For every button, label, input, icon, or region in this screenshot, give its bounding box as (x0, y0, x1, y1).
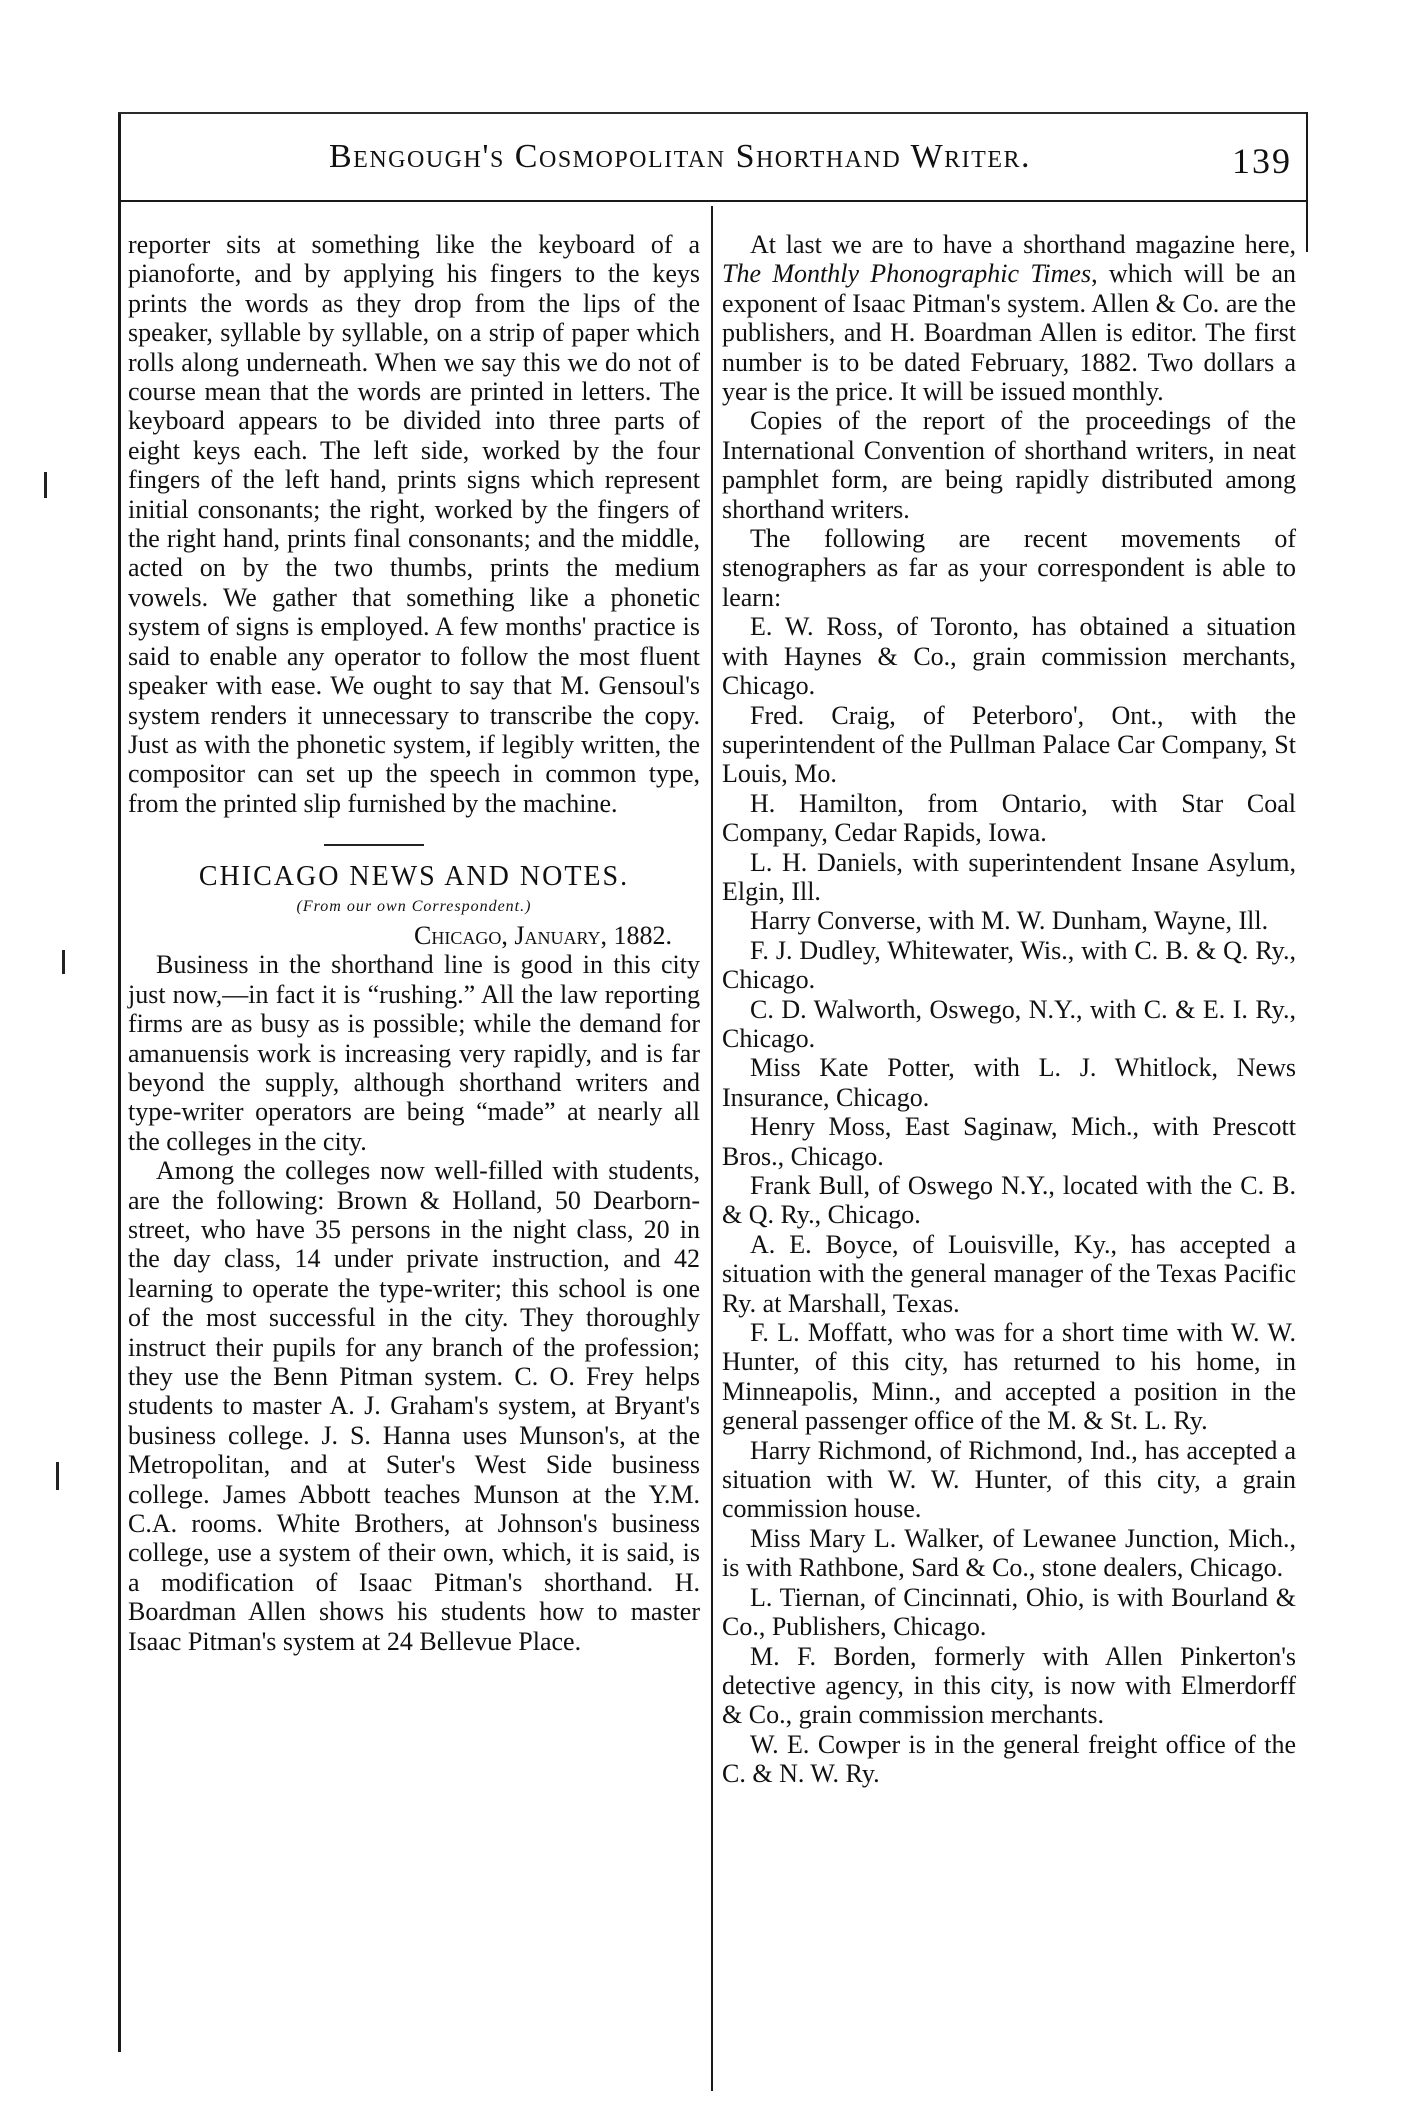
news-item: Miss Mary L. Walker, of Lewanee Junction, Mich., is with Rathbone, Sard & Co., stone dealers, Chicago. (722, 1523, 1296, 1583)
top-border-rule (118, 112, 1308, 114)
paragraph: The following are recent movements of stenographers as far as your correspondent is able to learn: (722, 524, 1296, 612)
header-rule (118, 200, 1308, 202)
text-span: , which will be an exponent of Isaac Pitman's system. Allen & Co. are the publishers, and H. Boardman Allen is editor. The first number is to be dated February, 1882. Two dollars a year is the price. It will be issued monthly. (722, 259, 1296, 407)
news-item: A. E. Boyce, of Louisville, Ky., has accepted a situation with the general manager of the Texas Pacific Ry. at Marshall, Texas. (722, 1229, 1296, 1318)
news-item: L. H. Daniels, with superintendent Insane Asylum, Elgin, Ill. (722, 847, 1296, 906)
section-heading: CHICAGO NEWS AND NOTES. (198, 861, 630, 893)
news-item: Fred. Craig, of Peterboro', Ont., with the superintendent of the Pullman Palace Car Company, St Louis, Mo. (722, 700, 1296, 789)
section-divider (324, 844, 424, 846)
right-border-rule (1306, 112, 1308, 252)
right-column (722, 230, 1296, 1789)
section-subheading: (From our own Correspondent.) (296, 897, 532, 915)
margin-mark (62, 950, 65, 974)
news-item: H. Hamilton, from Ontario, with Star Coal Company, Cedar Rapids, Iowa. (722, 788, 1296, 848)
magazine-title: The Monthly Phonographic Times (722, 259, 1092, 289)
news-item: C. D. Walworth, Oswego, N.Y., with C. & E. I. Ry., Chicago. (722, 994, 1296, 1053)
margin-mark (44, 472, 47, 498)
running-head-title: Bengough's Cosmopolitan Shorthand Writer. (329, 138, 1031, 175)
paragraph: Among the colleges now well-filled with students, are the following: Brown & Holland, 50 Dearborn-street, who have 35 persons in the night class, 20 in the day class, 14 under private instruction, and 42 learning to operate the type-writer; this school is one of the most successful in the city. They thoroughly instruct their pupils for any branch of the profession; they use the Benn Pitman system. C. O. Frey helps students to master A. J. Graham's system, at Bryant's business college. J. S. Hanna uses Munson's, at the Metropolitan, and at Suter's West Side business college. James Abbott teaches Munson at the Y.M. C.A. rooms. White Brothers, at Johnson's business college, use a system of their own, which, it is said, is a modification of Isaac Pitman's shorthand. H. Boardman Allen shows his students how to master Isaac Pitman's system at 24 Bellevue Place. (128, 1156, 700, 1656)
news-item: M. F. Borden, formerly with Allen Pinkerton's detective agency, in this city, is now with Elmerdorff & Co., grain commission merchants. (722, 1641, 1296, 1730)
margin-mark (56, 1462, 59, 1490)
left-border-rule (118, 112, 121, 2052)
news-item: F. L. Moffatt, who was for a short time with W. W. Hunter, of this city, has returned to his home, in Minneapolis, Minn., and accepted a position in the general passenger office of the M. & St. L. Ry. (722, 1318, 1296, 1436)
paragraph (722, 230, 1296, 406)
news-item: Miss Kate Potter, with L. J. Whitlock, News Insurance, Chicago. (722, 1053, 1296, 1112)
news-item: Harry Richmond, of Richmond, Ind., has accepted a situation with W. W. Hunter, of this city, a grain commission house. (722, 1435, 1296, 1524)
news-item: W. E. Cowper is in the general freight office of the C. & N. W. Ry. (722, 1729, 1296, 1789)
column-divider (711, 206, 713, 2091)
dateline: Chicago, January, 1882. (414, 920, 672, 950)
news-item: E. W. Ross, of Toronto, has obtained a situation with Haynes & Co., grain commission merchants, Chicago. (722, 612, 1296, 701)
paragraph: Business in the shorthand line is good in this city just now,—in fact it is “rushing.” All the law reporting firms are as busy as is possible; while the demand for amanuensis work is increasing very rapidly, and is far beyond the supply, although shorthand writers and type-writer operators are being “made” at nearly all the colleges in the city. (128, 950, 700, 1156)
text-span: At last we are to have a shorthand magazine here, (750, 230, 1296, 259)
page-number: 139 (1232, 141, 1292, 181)
news-item: Henry Moss, East Saginaw, Mich., with Prescott Bros., Chicago. (722, 1112, 1296, 1171)
news-item: Frank Bull, of Oswego N.Y., located with the C. B. & Q. Ry., Chicago. (722, 1171, 1296, 1230)
news-item: F. J. Dudley, Whitewater, Wis., with C. B. & Q. Ry., Chicago. (722, 935, 1296, 995)
news-item: Harry Converse, with M. W. Dunham, Wayne, Ill. (750, 906, 1269, 936)
left-column (128, 230, 700, 1656)
paragraph: Copies of the report of the proceedings of the International Convention of shorthand writers, in neat pamphlet form, are being rapidly distributed among shorthand writers. (722, 406, 1296, 524)
news-item: L. Tiernan, of Cincinnati, Ohio, is with Bourland & Co., Publishers, Chicago. (722, 1582, 1296, 1642)
paragraph: reporter sits at something like the keyboard of a pianoforte, and by applying his fingers to the keys prints the words as they drop from the lips of the speaker, syllable by syllable, on a strip of paper which rolls along underneath. When we say this we do not of course mean that the words are printed in letters. The keyboard appears to be divided into three parts of eight keys each. The left side, worked by the four fingers of the left hand, prints signs which represent initial consonants; the right, worked by the fingers of the right hand, prints final consonants; and the middle, acted on by the two thumbs, prints the medium vowels. We gather that something like a phonetic system of signs is employed. A few months' practice is said to enable any operator to follow the most fluent speaker with ease. We ought to say that M. Gensoul's system renders it unnecessary to transcribe the copy. Just as with the phonetic system, if legibly written, the compositor can set up the speech in common type, from the printed slip furnished by the machine. (128, 230, 700, 818)
